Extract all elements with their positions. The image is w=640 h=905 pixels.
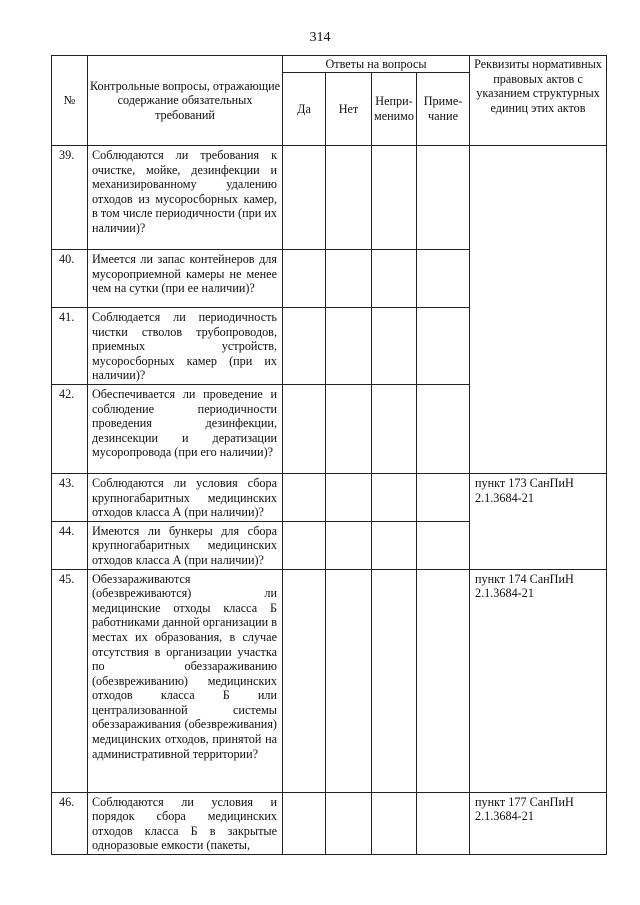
- note-cell: [417, 473, 470, 521]
- answer-yes-cell: [283, 146, 326, 250]
- answer-no-cell: [326, 384, 372, 473]
- answer-no-cell: [326, 569, 372, 792]
- answer-yes-cell: [283, 569, 326, 792]
- note-cell: [417, 521, 470, 569]
- requisites-cell: пункт 173 СанПиН 2.1.3684-21: [470, 473, 607, 569]
- row-number: 45.: [52, 569, 88, 792]
- row-question: Соблюдаются ли условия сбора крупногабаритных медицинских отходов класса А (при наличии)?: [88, 473, 283, 521]
- requirements-table: [51, 55, 607, 855]
- header-answers: Ответы на вопросы: [283, 56, 470, 73]
- note-cell: [417, 308, 470, 385]
- note-cell: [417, 569, 470, 792]
- answer-no-cell: [326, 146, 372, 250]
- requisites-cell: пункт 174 СанПиН 2.1.3684-21: [470, 569, 607, 792]
- row-number: 39.: [52, 146, 88, 250]
- answer-no-cell: [326, 521, 372, 569]
- header-number: №: [52, 56, 88, 146]
- answer-na-cell: [372, 569, 417, 792]
- table-row: [52, 792, 607, 854]
- table-row: [52, 569, 607, 792]
- header-not-applicable: Непри- менимо: [372, 73, 417, 146]
- row-number: 40.: [52, 250, 88, 308]
- row-number: 46.: [52, 792, 88, 854]
- answer-yes-cell: [283, 384, 326, 473]
- header-note: Приме- чание: [417, 73, 470, 146]
- note-cell: [417, 146, 470, 250]
- note-cell: [417, 250, 470, 308]
- answer-yes-cell: [283, 308, 326, 385]
- header-no: Нет: [326, 73, 372, 146]
- answer-na-cell: [372, 308, 417, 385]
- answer-na-cell: [372, 792, 417, 854]
- table-row: [52, 146, 607, 250]
- header-question: Контрольные вопросы, отражающие содержание обязательных требований: [88, 56, 283, 146]
- requisites-cell: пункт 177 СанПиН 2.1.3684-21: [470, 792, 607, 854]
- answer-na-cell: [372, 250, 417, 308]
- answer-na-cell: [372, 473, 417, 521]
- answer-yes-cell: [283, 473, 326, 521]
- row-question: Имеется ли запас контейнеров для мусороприемной камеры не менее чем на сутки (при ее наличии)?: [88, 250, 283, 308]
- row-number: 43.: [52, 473, 88, 521]
- answer-yes-cell: [283, 250, 326, 308]
- answer-no-cell: [326, 792, 372, 854]
- note-cell: [417, 384, 470, 473]
- header-requisites: Реквизиты нормативных правовых актов с указанием структурных единиц этих актов: [470, 56, 607, 146]
- row-number: 44.: [52, 521, 88, 569]
- row-question: Соблюдается ли периодичность чистки стволов трубопроводов, приемных устройств, мусоросборных камер (при их наличии)?: [88, 308, 283, 385]
- page-number: 314: [309, 30, 331, 45]
- answer-na-cell: [372, 384, 417, 473]
- row-question: Имеются ли бункеры для сбора крупногабаритных медицинских отходов класса А (при наличии)?: [88, 521, 283, 569]
- row-number: 42.: [52, 384, 88, 473]
- answer-yes-cell: [283, 521, 326, 569]
- row-question: Соблюдаются ли требования к очистке, мойке, дезинфекции и механизированному удалению отходов из мусоросборных камер, в том числе периодичности (при их наличии)?: [88, 146, 283, 250]
- answer-yes-cell: [283, 792, 326, 854]
- row-question: Обеспечивается ли проведение и соблюдение периодичности проведения дезинфекции, дезинсекции и дератизации мусоропровода (при его наличии)?: [88, 384, 283, 473]
- answer-no-cell: [326, 250, 372, 308]
- note-cell: [417, 792, 470, 854]
- answer-no-cell: [326, 308, 372, 385]
- requisites-cell: [470, 146, 607, 474]
- table-row: [52, 473, 607, 521]
- header-yes: Да: [283, 73, 326, 146]
- answer-no-cell: [326, 473, 372, 521]
- row-question: Обеззараживаются (обезвреживаются) ли медицинские отходы класса Б работниками данной организации в местах их образования, в случае отсутствия в организации участка по обеззараживанию (обезвреживанию) медицинских отходов класса Б или централизованной системы обеззараживания (обезвреживания) медицинских отходов, принятой на административной территории?: [88, 569, 283, 792]
- answer-na-cell: [372, 521, 417, 569]
- answer-na-cell: [372, 146, 417, 250]
- row-number: 41.: [52, 308, 88, 385]
- row-question: Соблюдаются ли условия и порядок сбора медицинских отходов класса Б в закрытые одноразовые емкости (пакеты,: [88, 792, 283, 854]
